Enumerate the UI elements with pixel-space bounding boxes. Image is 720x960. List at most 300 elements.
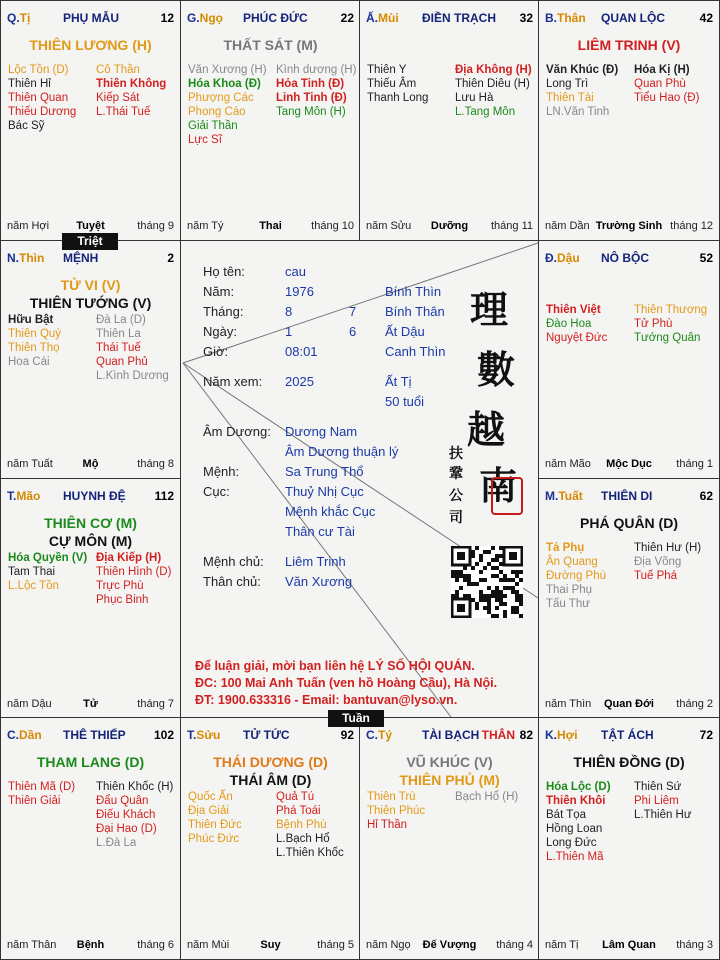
palace-footer [366,939,533,951]
right-stars [276,790,344,860]
left-stars [546,303,607,345]
label-than-chu: Thân chủ: [203,574,261,589]
star-item: Thiên Mã (D) [8,781,76,793]
palace-can: N. [7,251,19,265]
value-menh-chu: Liêm Trinh [285,554,346,569]
life-stage: Thai [259,220,282,232]
star-item: Hỉ Thần [367,819,408,831]
main-star: TỬ VI (V) [60,277,121,293]
palace-chi: Thìn [19,251,45,265]
main-star: THÁI DƯƠNG (D) [213,754,328,770]
palace-name: TÀI BẠCH [422,728,480,742]
star-item: Thiên Không [96,78,167,90]
palace-can: Đ. [545,251,557,265]
small-calli-1: 扶 [449,446,463,462]
palace-footer [7,458,174,470]
star-item: Thiên Diêu (H) [455,78,530,90]
star-item: Thai Phụ [546,584,593,596]
year-label: năm Tị [545,939,579,951]
palace-number: 12 [160,11,174,25]
star-item: Tang Môn (H) [276,106,346,118]
month-label: tháng 2 [676,698,713,710]
label-ho-ten: Họ tên: [203,264,245,279]
star-item: Long Đức [546,837,597,849]
star-item: Hỏa Tinh (Đ) [276,78,345,90]
star-item: Văn Xương (H) [188,64,267,76]
value-gio: 08:01 [285,344,318,359]
star-item: Thiên Giải [8,795,61,807]
star-item: LN.Văn Tinh [546,106,610,118]
main-star: THIÊN CƠ (M) [44,515,137,531]
star-item: Giải Thần [188,120,238,132]
palace-number: 22 [340,11,354,25]
star-item: Hóa Khoa (Đ) [188,78,261,90]
palace-cell-ti[interactable] [0,0,181,241]
star-item: Thái Tuế [96,342,141,354]
star-item: Thanh Long [367,92,429,104]
left-stars [8,63,76,133]
calligraphy-char-2: 數 [477,347,516,392]
palace-can: T. [7,489,17,503]
main-star: THIÊN ĐỒNG (D) [573,754,685,770]
year-label: năm Mão [545,458,591,470]
star-item: L.Thiên Khốc [276,847,344,859]
left-stars [188,63,267,147]
star-item: Phục Binh [96,594,149,606]
palace-number: 102 [153,728,174,742]
palace-name: PHỤ MẪU [63,11,119,25]
star-item: Đại Hao (D) [96,823,157,835]
star-item: Điếu Khách [96,809,156,821]
triet-tag: Triệt [62,233,118,250]
star-item: Thiên Thương [634,304,708,316]
star-item: Cô Thần [96,64,140,76]
contact-address: ĐC: 100 Mai Anh Tuấn (ven hồ Hoàng Cầu), Hà Nội. [195,676,498,690]
right-stars [634,541,701,583]
small-calli-4: 司 [449,510,463,526]
star-item: Thiếu Âm [367,78,417,90]
palace-footer [366,220,533,232]
palace-chi: Dậu [557,251,580,265]
left-stars [8,551,87,593]
palace-can: Ấ. [366,11,378,25]
palace-header [187,11,354,25]
value-ngay-am: 6 [349,324,357,339]
value-thang-can-chi: Bính Thân [385,304,445,319]
life-stage: Mộ [82,458,99,470]
star-item: Địa Kiếp (H) [96,552,162,564]
star-item: Hoa Cái [8,356,50,368]
star-item: Thiên Phúc [367,805,426,817]
palace-footer [545,458,713,470]
palace-cell-hoi[interactable] [538,717,720,960]
right-stars [96,63,166,119]
palace-chi: Ngọ [199,11,223,25]
year-label: năm Sửu [366,220,412,232]
palace-name: THÊ THIẾP [63,728,126,742]
star-item: Đào Hoa [546,318,592,330]
palace-header [366,728,533,742]
palace-name: MỆNH [63,251,99,265]
month-label: tháng 6 [137,939,174,951]
value-nam-xem: 2025 [285,374,314,389]
star-item: Tử Phù [634,318,673,330]
left-stars [188,790,242,846]
star-item: Kình dương (H) [276,64,357,76]
calligraphy-char-4: 南 [479,463,518,508]
palace-header [187,728,354,742]
main-star: VŨ KHÚC (V) [406,754,493,770]
star-item: Quả Tú [276,791,315,803]
star-item: Lưu Hà [455,92,494,104]
star-item: Trực Phù [96,580,144,592]
star-item: L.Thiên Mã [546,851,604,863]
palace-can: Q. [7,11,20,25]
palace-can: G. [187,11,200,25]
year-label: năm Tuất [7,458,53,470]
label-menh-chu: Mệnh chủ: [203,554,264,569]
star-item: Đà La (D) [96,314,146,326]
palace-can: C. [7,728,19,742]
palace-can: C. [366,728,378,742]
star-item: Địa Không (H) [455,64,532,76]
value-cuc-2: Mệnh khắc Cục [285,504,376,519]
palace-can: T. [187,728,197,742]
palace-cell-dan[interactable] [0,717,181,960]
star-item: Quan Phù [634,78,686,90]
star-item: Hóa Lộc (D) [546,781,611,793]
life-stage: Mộc Dục [606,458,652,470]
palace-chi: Thân [557,11,586,25]
month-label: tháng 4 [496,939,533,951]
palace-chi: Tý [378,728,393,742]
palace-header [366,11,533,25]
month-label: tháng 11 [490,220,533,232]
star-item: Kiếp Sát [96,92,140,104]
contact-line-1: Để luận giải, mời bạn liên hệ LÝ SỐ HỘI QUÁN. [195,659,475,673]
star-item: Phượng Các [188,92,254,104]
value-cuc-3: Thân cư Tài [285,524,355,539]
star-item: Thiên Khốc (H) [96,781,174,793]
star-item: Long Trì [546,78,589,90]
star-item: L.Thiên Hư [634,809,692,821]
palace-number: 32 [519,11,533,25]
value-nam-can-chi: Bính Thìn [385,284,442,299]
left-stars [8,313,61,369]
right-stars [455,63,532,119]
star-item: Phá Toái [276,805,321,817]
star-item: Hồng Loan [546,823,603,835]
palace-number: 42 [699,11,713,25]
star-item: Đường Phù [546,570,606,582]
value-ngay-can-chi: Ất Dậu [385,324,425,339]
year-label: năm Tý [187,220,224,232]
right-stars [634,780,692,822]
left-stars [546,780,611,864]
star-item: L.Lộc Tồn [8,580,59,592]
small-calli-2: 鞏 [449,466,463,482]
palace-header [7,251,174,265]
palace-header [545,489,713,503]
right-stars [634,303,707,345]
palace-cell-suu[interactable] [180,717,361,960]
right-stars [276,63,356,119]
left-stars [546,63,618,119]
palace-name: NÔ BỘC [601,251,649,265]
main-star: THẤT SÁT (M) [223,37,318,53]
month-label: tháng 10 [311,220,354,232]
month-label: tháng 9 [137,220,174,232]
value-cuc: Thuỷ Nhị Cục [285,484,364,499]
red-seal-stamp [491,477,523,515]
than-marker: THÂN [481,728,515,742]
palace-can: B. [545,11,557,25]
star-item: Bạch Hổ (H) [455,791,519,803]
label-cuc: Cục: [203,484,230,499]
star-item: Linh Tinh (Đ) [276,92,347,104]
palace-cell-tuat[interactable] [538,478,720,719]
label-menh: Mệnh: [203,464,240,479]
star-item: Tả Phụ [546,542,585,554]
star-item: Phong Cáo [188,106,246,118]
star-item: Tướng Quân [634,332,701,344]
star-item: Phúc Đức [188,833,240,845]
value-gio-can-chi: Canh Thìn [385,344,446,359]
star-item: L.Bạch Hổ [276,833,330,845]
year-label: năm Dậu [7,698,52,710]
value-menh: Sa Trung Thổ [285,464,364,479]
star-item: Thiên Việt [546,304,601,316]
palace-footer [545,939,713,951]
year-label: năm Ngọ [366,939,411,951]
palace-name: QUAN LỘC [601,11,665,25]
life-stage: Dưỡng [430,220,469,232]
palace-footer [187,939,354,951]
palace-chi: Mùi [378,11,399,25]
main-star: CỰ MÔN (M) [48,533,133,549]
palace-number: 52 [699,251,713,265]
value-nam: 1976 [285,284,314,299]
palace-chi: Mão [16,489,41,503]
tuan-tag: Tuần [328,710,384,727]
palace-cell-mui[interactable] [359,0,540,241]
palace-number: 82 [519,728,533,742]
palace-cell-thin[interactable] [0,240,181,479]
star-item: Lực Sĩ [188,134,222,146]
palace-name: TỬ TỨC [243,728,290,742]
year-label: năm Thìn [545,698,592,710]
palace-footer [545,698,713,710]
star-item: Quan Phủ [96,356,148,368]
calligraphy-char-3: 越 [467,407,506,452]
star-item: Thiên Y [367,64,407,76]
value-am-duong: Dương Nam [285,424,358,439]
palace-cell-than[interactable] [538,0,720,241]
label-nam: Năm: [203,284,235,299]
palace-number: 2 [167,251,174,265]
center-info-panel [180,240,539,718]
value-thang-am: 7 [349,304,357,319]
star-item: Thiên Quan [8,92,69,104]
palace-footer [7,939,174,951]
palace-header [545,11,713,25]
star-item: Hóa Kị (H) [634,64,690,76]
life-stage: Tử [83,698,98,710]
label-nam-xem: Năm xem: [203,374,263,389]
palace-header [545,728,713,742]
star-item: L.Đà La [96,837,137,849]
month-label: tháng 3 [676,939,713,951]
star-item: Thiên Khôi [546,795,606,807]
star-item: L.Thái Tuế [96,106,151,118]
palace-cell-ty[interactable] [359,717,540,960]
star-item: Thiếu Dương [8,106,77,118]
palace-number: 72 [699,728,713,742]
star-item: Bát Tọa [546,809,587,821]
star-item: Hóa Quyền (V) [8,552,88,564]
value-ho-ten: cau [285,264,306,279]
star-item: Thiên Hỉ [8,78,51,90]
star-item: Bệnh Phù [276,819,327,831]
star-item: L.Tang Môn [455,106,516,118]
palace-cell-dau[interactable] [538,240,720,479]
main-star: THIÊN LƯƠNG (H) [29,37,152,53]
year-label: năm Dần [545,220,590,232]
label-gio: Giờ: [203,344,229,359]
palace-footer [187,220,354,232]
star-item: Thiên Hình (D) [96,566,172,578]
label-ngay: Ngày: [203,324,237,339]
star-item: Tấu Thư [546,598,590,610]
life-stage: Suy [260,939,281,951]
palace-footer [7,220,174,232]
star-item: Quốc Ấn [188,791,233,803]
year-label: năm Mùi [187,939,230,951]
main-star: LIÊM TRINH (V) [577,37,681,53]
palace-name: HUYNH ĐỆ [63,489,126,503]
palace-can: K. [545,728,557,742]
star-item: Thiên Quý [8,328,62,340]
life-stage: Trường Sinh [595,220,663,232]
month-label: tháng 1 [676,458,713,470]
star-item: Thiên Thọ [8,342,60,354]
star-item: L.Kình Dương [96,370,169,382]
right-stars [96,780,173,850]
palace-header [7,728,174,742]
palace-header [7,11,174,25]
life-stage: Bệnh [76,939,105,951]
year-label: năm Thân [7,939,57,951]
palace-chi: Hợi [557,728,578,742]
palace-chi: Dần [19,728,42,742]
star-item: Bác Sỹ [8,120,45,132]
month-label: tháng 12 [670,220,713,232]
palace-cell-mao[interactable] [0,478,181,719]
main-star: THIÊN PHỦ (M) [399,772,500,788]
star-item: Hữu Bật [8,314,54,326]
star-item: Thiên Đức [188,819,242,831]
star-item: Văn Khúc (Đ) [546,64,619,76]
label-am-duong: Âm Dương: [203,424,271,439]
life-stage: Tuyệt [76,220,105,232]
palace-can: M. [545,489,559,503]
palace-number: 62 [699,489,713,503]
star-item: Ân Quang [546,556,598,568]
star-item: Thiên Tài [546,92,594,104]
main-star: THIÊN TƯỚNG (V) [29,295,152,311]
palace-number: 112 [154,489,174,503]
star-item: Phi Liêm [634,795,679,807]
qr-code-image[interactable] [451,546,523,618]
left-stars [546,541,606,611]
year-label: năm Hợi [7,220,50,232]
month-label: tháng 5 [317,939,354,951]
left-stars [367,790,425,832]
star-item: Thiên Sứ [634,781,682,793]
palace-name: ĐIỀN TRẠCH [422,11,496,25]
palace-footer [545,220,713,232]
right-stars [96,313,169,383]
main-star: PHÁ QUÂN (D) [580,515,678,531]
value-ngay: 1 [285,324,293,339]
right-stars [455,790,518,804]
right-stars [634,63,699,105]
life-stage: Quan Đới [604,698,654,710]
month-label: tháng 7 [137,698,174,710]
star-item: Địa Võng [634,556,682,568]
star-item: Tiểu Hao (Đ) [634,92,700,104]
palace-chi: Tị [19,11,31,25]
star-item: Tuế Phá [634,570,678,582]
main-star: THAM LANG (D) [36,754,145,770]
palace-number: 92 [340,728,354,742]
palace-name: THIÊN DI [601,489,653,503]
value-nam-xem-can-chi: Ất Tị [385,374,412,389]
palace-footer [7,698,174,710]
month-label: tháng 8 [137,458,174,470]
star-item: Tam Thai [8,566,56,578]
value-am-duong-2: Âm Dương thuận lý [285,444,399,459]
main-star: THÁI ÂM (D) [229,772,312,788]
value-thang: 8 [285,304,293,319]
star-item: Thiên Hư (H) [634,542,702,554]
palace-chi: Tuất [558,489,583,503]
palace-header [7,489,174,503]
life-stage: Đế Vượng [422,939,477,951]
star-item: Đẩu Quân [96,795,149,807]
palace-name: TẬT ÁCH [601,728,654,742]
palace-name: PHÚC ĐỨC [243,11,308,25]
value-than-chu: Văn Xương [285,574,353,589]
palace-header [545,251,713,265]
left-stars [367,63,428,105]
label-thang: Tháng: [203,304,244,319]
small-calli-3: 公 [449,488,463,504]
palace-cell-ngo[interactable] [180,0,361,241]
left-stars [8,780,75,808]
star-item: Nguyệt Đức [546,332,608,344]
palace-chi: Sửu [196,728,221,742]
star-item: Lộc Tồn (D) [8,64,69,76]
star-item: Thiên Trù [367,791,416,803]
calligraphy-char-1: 理 [470,287,509,332]
star-item: Địa Giải [188,805,229,817]
contact-phone-email: ĐT: 1900.633316 - Email: bantuvan@lyso.vn. [195,693,458,707]
star-item: Thiên La [96,328,141,340]
life-stage: Lâm Quan [602,939,656,951]
value-tuoi: 50 tuổi [385,394,425,409]
right-stars [96,551,171,607]
